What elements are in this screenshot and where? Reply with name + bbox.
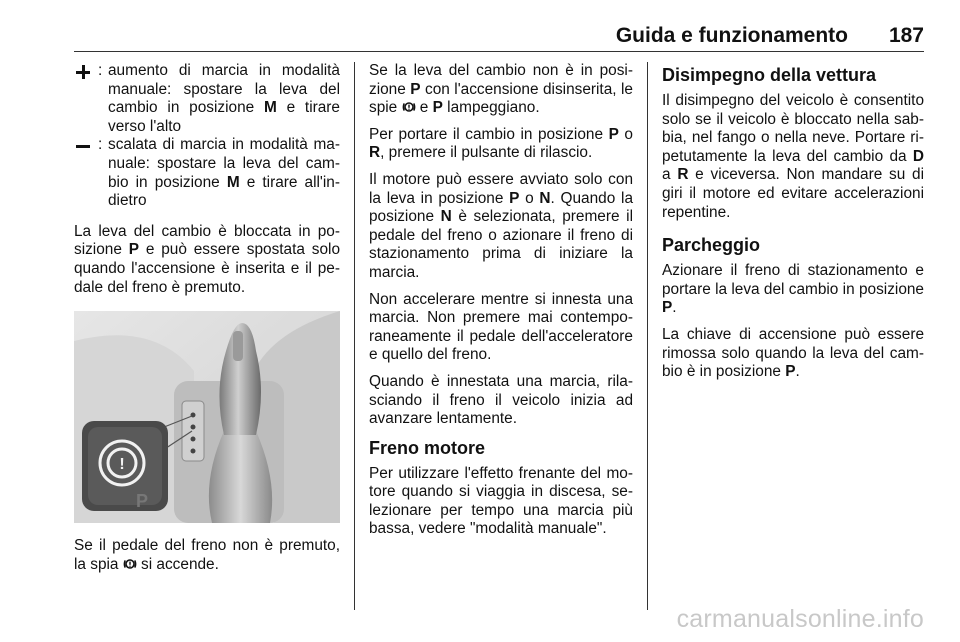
paragraph-no-accelerate: Non accelerare mentre si innesta una marcia. Non premere mai contemporaneamente il pedale dell'acceleratore e quello del freno.: [369, 290, 633, 364]
paragraph-key-removal: La chiave di accensione può essere rimossa solo quando la leva del cambio è in posizione P.: [662, 325, 924, 381]
minus-icon: [76, 145, 90, 148]
svg-text:!: !: [119, 456, 125, 474]
gear-lever-photo: [74, 311, 340, 523]
column-1: [74, 62, 340, 582]
brake-warning-lamp-icon: [402, 100, 416, 114]
paragraph-brake-lamp: Se il pedale del freno non è premuto, la spia si accende.: [74, 537, 340, 573]
header-rule: [74, 51, 924, 52]
plus-icon: [76, 65, 90, 79]
heading-parcheggio: Parcheggio: [662, 235, 761, 256]
list-item-downshift: : scalata di marcia in modalità manuale: spostare la leva del cambio in posizione M e tirare all'indietro: [74, 136, 340, 210]
header-title: Guida e funzionamento: [615, 24, 848, 47]
paragraph-engine-start: Il motore può essere avviato solo con la leva in posizione P o N. Quando la posizione N è selezionata, premere il pedale del freno o azionare il freno di stazionamento prima di iniziare la marcia.: [369, 170, 634, 281]
heading-freno-motore: Freno motore: [369, 437, 486, 458]
page-number: 187: [888, 24, 924, 47]
heading-disimpegno: Disimpegno della vettura: [662, 65, 877, 85]
column-divider-2: [647, 62, 648, 610]
paragraph-engine-brake: Per utilizzare l'effetto frenante del motore quando si viaggia in discesa, selezionare per tempo una marcia più bassa, vedere "modalità manuale".: [369, 464, 633, 538]
brake-warning-lamp-icon: [123, 557, 137, 571]
svg-text:P: P: [136, 491, 149, 512]
paragraph-parking: Azionare il freno di stazionamento e portare la leva del cambio in posizione P.: [662, 262, 924, 317]
column-divider-1: [354, 62, 355, 610]
list-item-upshift: : aumento di marcia in modalità manuale: spostare la leva del cambio in posizione M e tirare verso l'alto: [74, 62, 340, 136]
watermark: carmanualsonline.info: [676, 605, 924, 633]
paragraph-lever-locked: La leva del cambio è bloccata in posizione P e può essere spostata solo quando l'accensione è inserita e il pedale del freno è premuto.: [74, 222, 341, 296]
page-header: [0, 0, 960, 52]
paragraph-ignition-off: Se la leva del cambio non è in posizione P con l'accensione disinserita, le spie e P lampeggiano.: [369, 62, 633, 117]
paragraph-rocking: Il disimpegno del veicolo è consentito solo se il veicolo è bloccato nella sabbia, nel fango o nella neve. Portare ripetutamente la leva del cambio da D a R e viceversa. Non mandare su di giri il motore ed evitare accelerazioni repentine.: [662, 92, 924, 221]
paragraph-creep: Quando è innestata una marcia, rilasciando il freno il veicolo inizia ad avanzare lentamente.: [369, 372, 633, 428]
paragraph-release-button: Per portare il cambio in posizione P o R, premere il pulsante di rilascio.: [369, 125, 633, 162]
column-2: [369, 62, 633, 547]
column-3: [662, 62, 924, 390]
